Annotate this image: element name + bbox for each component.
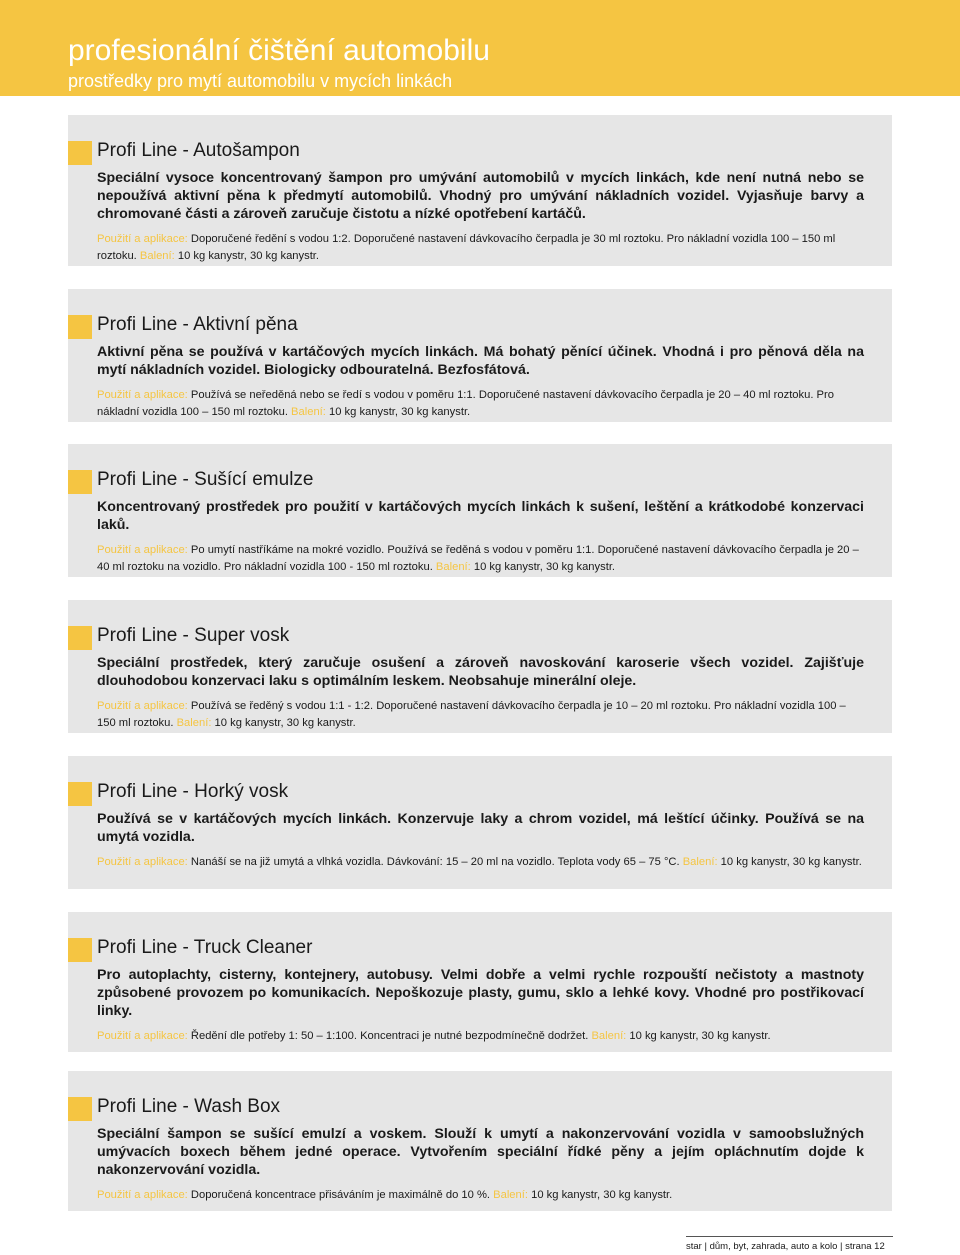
usage-label: Použití a aplikace: (97, 700, 188, 712)
section-marker (68, 470, 92, 494)
product-title: Profi Line - Horký vosk (97, 781, 289, 802)
packaging-label: Balení: (435, 561, 471, 573)
usage-text: Doporučené ředění s vodou 1:2. Doporučené nastavení dávkovacího čerpadla je 30 ml roztoku. Pro nákladní vozidla 100 – 150 ml roztoku. (97, 233, 836, 262)
product-description: Pro autoplachty, cisterny, kontejnery, autobusy. Velmi dobře a velmi rychle rozpouští nečistoty a mastnoty způsobené provozem po komunikacích. Nepoškozuje plasty, gumu, sklo a lehké kovy. Vhodné pro postřikovací linky. (97, 967, 864, 1019)
product-usage (97, 387, 864, 421)
packaging-label: Balení: (139, 250, 175, 262)
product-content (97, 468, 864, 576)
product-usage (97, 1187, 864, 1204)
section-marker (68, 626, 92, 650)
product-card-aktivni-pena (68, 289, 892, 422)
product-card-susici-emulze (68, 444, 892, 577)
footer-divider (686, 1236, 893, 1237)
usage-text: Používá se ředěný s vodou 1:1 - 1:2. Doporučené nastavení dávkovacího čerpadla je 10 – 20 ml roztoku. Pro nákladní vozidla 100 – 150 ml roztoku. (97, 700, 846, 729)
packaging-label: Balení: (591, 1030, 627, 1042)
product-content (97, 313, 864, 421)
usage-label: Použití a aplikace: (97, 856, 188, 868)
usage-text: Po umytí nastříkáme na mokré vozidlo. Používá se ředěná s vodou v poměru 1:1. Doporučené nastavení dávkovacího čerpadla je 20 – 40 ml roztoku na vozidlo. Pro nákladní vozidla 100 - 150 ml roztoku. (97, 544, 859, 573)
section-marker (68, 782, 92, 806)
product-usage (97, 1028, 864, 1045)
product-card-truck-cleaner (68, 912, 892, 1052)
product-card-autosampon (68, 115, 892, 266)
usage-text: Používá se neředěná nebo se ředí s vodou v poměru 1:1. Doporučené nastavení dávkovacího čerpadla je 20 – 40 ml roztoku. Pro nákladní vozidla 100 – 150 ml roztoku. (97, 389, 834, 418)
product-card-super-vosk (68, 600, 892, 733)
page-header (0, 0, 960, 96)
packaging-label: Balení: (493, 1189, 528, 1201)
product-card-horky-vosk (68, 756, 892, 889)
product-content (97, 624, 864, 732)
usage-text: Nanáší se na již umytá a vlhká vozidla. Dávkování: 15 – 20 ml na vozidlo. Teplota vody 65 – 75 °C. (190, 856, 680, 868)
product-title: Profi Line - Super vosk (97, 625, 290, 646)
product-description: Speciální šampon se sušící emulzí a voskem. Slouží k umytí a nakonzervování vozidla v samoobslužných umývacích boxech během jedné operace. Vytvořením speciální řídké pěny a jejím opláchnutím dojde k nakonzervování vozidla. (97, 1126, 864, 1178)
product-content (97, 1095, 864, 1204)
packaging-label: Balení: (176, 717, 212, 729)
packaging-text: 10 kg kanystr, 30 kg kanystr. (473, 561, 616, 573)
product-description: Aktivní pěna se používá v kartáčových mycích linkách. Má bohatý pěnící účinek. Vhodná i pro pěnová děla na mytí nákladních vozidel. Biologicky odbouratelná. Bezfosfátová. (97, 344, 864, 378)
usage-label: Použití a aplikace: (97, 1189, 188, 1201)
usage-label: Použití a aplikace: (97, 233, 188, 245)
section-marker (68, 1097, 92, 1121)
packaging-text: 10 kg kanystr, 30 kg kanystr. (177, 250, 320, 262)
product-usage (97, 854, 864, 871)
product-title: Profi Line - Wash Box (97, 1096, 281, 1117)
product-description: Speciální vysoce koncentrovaný šampon pro umývání automobilů v mycích linkách, kde není nutná nebo se nepoužívá aktivní pěna k předmytí automobilů. Vhodný pro umývání nákladních vozidel. Vyjasňuje barvy a chromované části a zároveň zaručuje čistotu a nízké opotřebení kartáčů. (97, 170, 864, 222)
product-content (97, 780, 864, 871)
product-usage (97, 542, 864, 576)
product-title: Profi Line - Sušící emulze (97, 469, 314, 490)
usage-label: Použití a aplikace: (97, 389, 188, 401)
page-footer: star | dům, byt, zahrada, auto a kolo | strana 12 (686, 1241, 885, 1252)
page-subtitle: prostředky pro mytí automobilu v mycích linkách (68, 71, 453, 91)
product-description: Koncentrovaný prostředek pro použití v kartáčových mycích linkách k sušení, leštění a krátkodobé konzervaci laků. (97, 499, 864, 533)
product-title: Profi Line - Autošampon (97, 140, 300, 161)
product-description: Používá se v kartáčových mycích linkách. Konzervuje laky a chrom vozidel, má leštící účinky. Používá se na umytá vozidla. (97, 811, 864, 845)
product-card-wash-box (68, 1071, 892, 1211)
packaging-text: 10 kg kanystr, 30 kg kanystr. (531, 1189, 673, 1201)
product-usage (97, 698, 864, 732)
packaging-text: 10 kg kanystr, 30 kg kanystr. (629, 1030, 771, 1042)
usage-label: Použití a aplikace: (97, 1030, 188, 1042)
packaging-text: 10 kg kanystr, 30 kg kanystr. (720, 856, 862, 868)
usage-label: Použití a aplikace: (97, 544, 188, 556)
usage-text: Doporučená koncentrace přisáváním je maximálně do 10 %. (190, 1189, 491, 1201)
section-marker (68, 315, 92, 339)
section-marker (68, 141, 92, 165)
page-title: profesionální čištění automobilu (68, 34, 490, 67)
packaging-label: Balení: (682, 856, 718, 868)
packaging-label: Balení: (291, 406, 326, 418)
product-title: Profi Line - Truck Cleaner (97, 937, 313, 958)
packaging-text: 10 kg kanystr, 30 kg kanystr. (329, 406, 471, 418)
packaging-text: 10 kg kanystr, 30 kg kanystr. (214, 717, 356, 729)
section-marker (68, 938, 92, 962)
usage-text: Ředění dle potřeby 1: 50 – 1:100. Koncentraci je nutné bezpodmínečně dodržet. (190, 1030, 589, 1042)
product-usage (97, 231, 864, 265)
product-title: Profi Line - Aktivní pěna (97, 314, 298, 335)
product-description: Speciální prostředek, který zaručuje osušení a zároveň navoskování karoserie všech vozidel. Zajišťuje dlouhodobou konzervaci laku s optimálním leskem. Neobsahuje minerální oleje. (97, 655, 864, 689)
product-content (97, 936, 864, 1045)
product-content (97, 139, 864, 265)
